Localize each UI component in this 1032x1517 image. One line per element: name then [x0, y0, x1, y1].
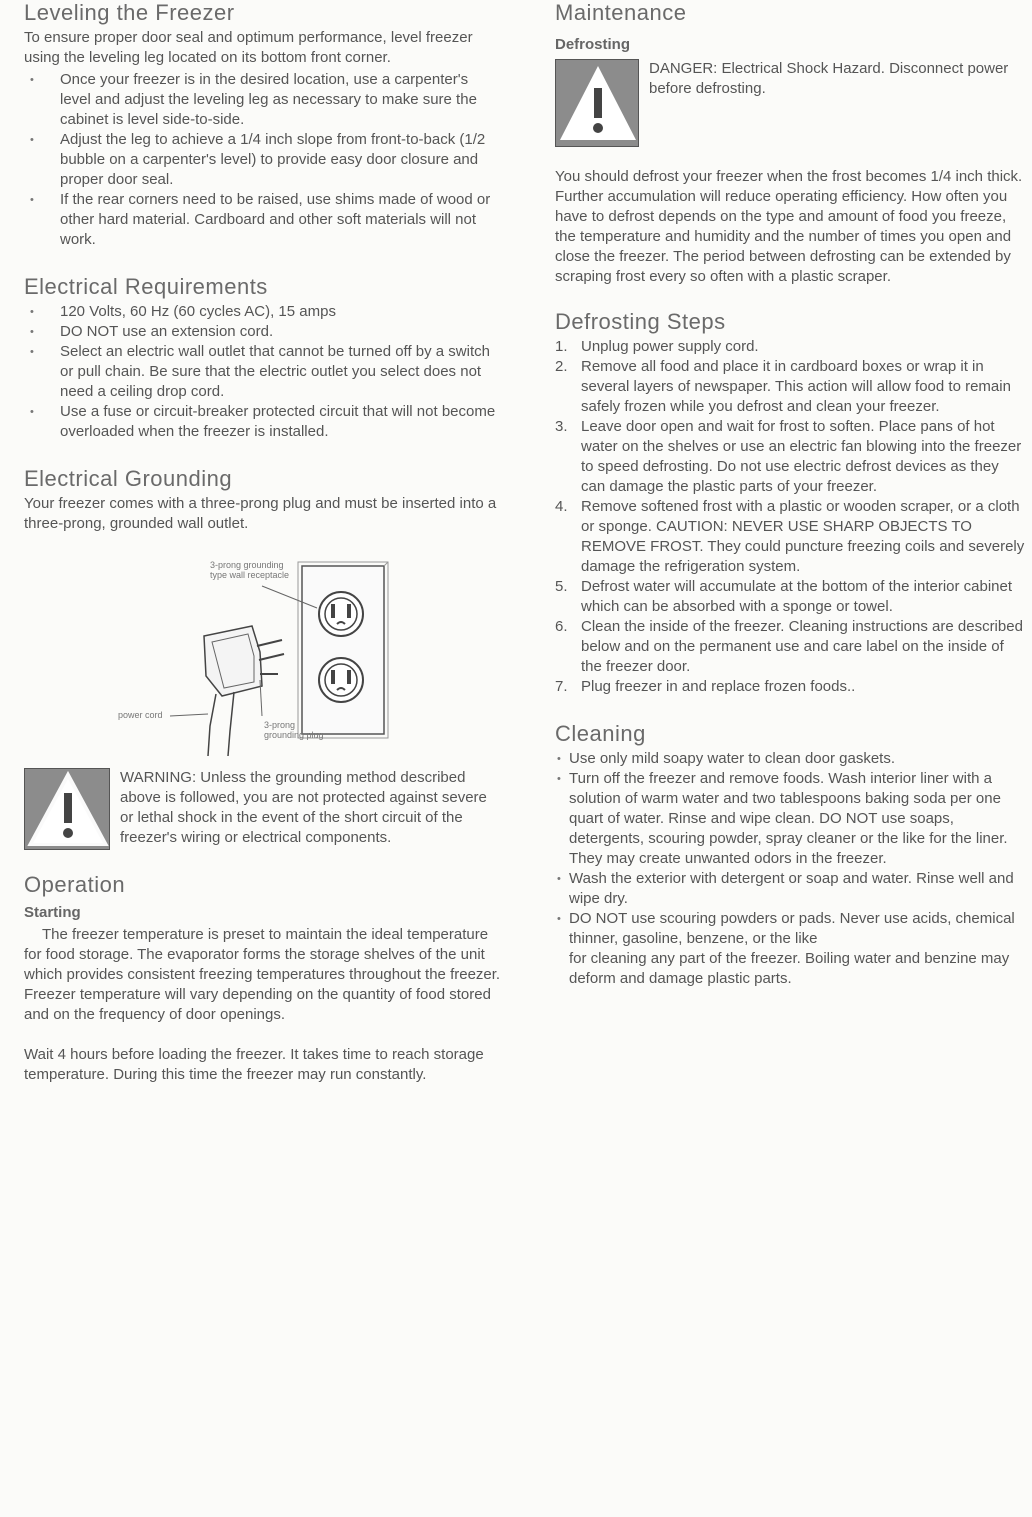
danger-label: DANGER:: [649, 60, 718, 77]
step-text: Defrost water will accumulate at the bottom of the interior cabinet which can be absorbed with a sponge or towel.: [581, 578, 1013, 615]
step-number: 6.: [555, 618, 568, 635]
list-item: [555, 677, 1025, 697]
step-number: 3.: [555, 418, 568, 435]
list-item: • Select an electric wall outlet that cannot be turned off by a switch or pull chain. Be sure that the electric outlet you select does not need a ceiling drop cord.: [24, 342, 502, 402]
warning-box: [24, 768, 502, 850]
step-text: Plug freezer in and replace frozen foods..: [581, 678, 856, 695]
list-item: [555, 497, 1025, 577]
left-column: [24, 0, 502, 1085]
receptacle-label-line1: 3-prong grounding: [210, 560, 284, 570]
list-item: • 120 Volts, 60 Hz (60 cycles AC), 15 amps: [24, 302, 502, 322]
cleaning-trailing: for cleaning any part of the freezer. Boiling water and benzine may deform and damage plastic parts.: [569, 950, 1010, 987]
step-text: Remove softened frost with a plastic or wooden scraper, or a cloth or sponge. CAUTION: NEVER USE SHARP OBJECTS TO REMOVE FROST. They could puncture freezing coils and severely damage the refrigeration system.: [581, 498, 1025, 575]
list-item: • Turn off the freezer and remove foods. Wash interior liner with a solution of warm water and two tablespoons baking soda per one quart of water. Rinse and wipe clean. DO NOT use soaps, detergents, scouring powder, spray cleaner or the like for the liner. They may create unwanted odors in the freezer.: [555, 769, 1025, 869]
cleaning-heading: Cleaning: [555, 721, 646, 746]
grounding-figure: [112, 556, 392, 756]
cleaning-list: [555, 749, 1025, 949]
warning-text: [120, 768, 502, 848]
defrosting-subheading: Defrosting: [555, 36, 630, 53]
list-item: [555, 357, 1025, 417]
warning-icon: [24, 768, 110, 850]
step-number: 1.: [555, 338, 568, 355]
right-column: [555, 0, 1025, 989]
list-item: • Once your freezer is in the desired location, use a carpenter's level and adjust the leveling leg as necessary to make sure the cabinet is level side-to-side.: [24, 70, 502, 130]
operation-heading: Operation: [24, 872, 126, 897]
warning-label: WARNING:: [120, 769, 197, 786]
list-item: • DO NOT use an extension cord.: [24, 322, 502, 342]
step-number: 2.: [555, 358, 568, 375]
warning-body: Unless the grounding method described above is followed, you are not protected against severe or lethal shock in the event of the short circuit of the freezer's wiring or electrical components.: [120, 769, 487, 846]
step-text: Leave door open and wait for frost to soften. Place pans of hot water on the shelves or use an electric fan blowing into the freezer to speed defrosting. Do not use electric defrost devices as they can damage the plastic parts of your freezer.: [581, 418, 1022, 495]
power-cord-label: power cord: [118, 710, 163, 720]
step-text: Remove all food and place it in cardboard boxes or wrap it in several layers of newspaper. This action will allow food to remain safely frozen while you defrost and clean your freezer.: [581, 358, 1011, 415]
list-item: • Use a fuse or circuit-breaker protected circuit that will not become overloaded when the freezer is installed.: [24, 402, 502, 442]
list-item: • Use only mild soapy water to clean door gaskets.: [555, 749, 1025, 769]
step-number: 5.: [555, 578, 568, 595]
list-item: [555, 577, 1025, 617]
plug-label-line1: 3-prong: [264, 720, 296, 730]
starting-subheading: Starting: [24, 904, 81, 921]
grounding-text: Your freezer comes with a three-prong plug and must be inserted into a three-prong, grounded wall outlet.: [24, 495, 497, 532]
step-text: Unplug power supply cord.: [581, 338, 759, 355]
plug-label-line2: grounding plug: [264, 730, 324, 740]
danger-icon: [555, 59, 639, 147]
electrical-requirements-heading: Electrical Requirements: [24, 274, 268, 299]
list-item: • Wash the exterior with detergent or soap and water. Rinse well and wipe dry.: [555, 869, 1025, 909]
defrosting-steps-heading: Defrosting Steps: [555, 309, 726, 334]
danger-box: [555, 59, 1025, 147]
electrical-list: [24, 302, 502, 442]
list-item: [555, 617, 1025, 677]
list-item: • Adjust the leg to achieve a 1/4 inch slope from front-to-back (1/2 bubble on a carpenter's level) to provide easy door closure and proper door seal.: [24, 130, 502, 190]
list-item: • If the rear corners need to be raised, use shims made of wood or other hard material. Cardboard and other soft materials will not work.: [24, 190, 502, 250]
defrosting-para: You should defrost your freezer when the frost becomes 1/4 inch thick. Further accumulation will reduce operating efficiency. How often you have to defrost depends on the type and amount of food you freeze, the temperature and humidity and the number of times you open and close the freezer. The period between defrosting can be extended by scraping frost every so often with a plastic scraper.: [555, 168, 1023, 285]
starting-para-2: Wait 4 hours before loading the freezer. It takes time to reach storage temperature. During this time the freezer may run constantly.: [24, 1046, 484, 1083]
list-item: [555, 417, 1025, 497]
leveling-list: [24, 70, 502, 250]
electrical-grounding-heading: Electrical Grounding: [24, 466, 233, 491]
list-item: • DO NOT use scouring powders or pads. Never use acids, chemical thinner, gasoline, benzene, or the like: [555, 909, 1025, 949]
leveling-intro: To ensure proper door seal and optimum performance, level freezer using the leveling leg located on its bottom front corner.: [24, 29, 473, 66]
receptacle-label-line2: type wall receptacle: [210, 570, 290, 580]
starting-para-1: The freezer temperature is preset to maintain the ideal temperature for food storage. The evaporator forms the storage shelves of the unit which provides consistent freezing temperatures throughout the freezer. Freezer temperature will vary depending on the quantity of food stored and on the frequency of door openings.: [24, 926, 501, 1023]
danger-text: [649, 59, 1025, 99]
step-number: 4.: [555, 498, 568, 515]
plug-outlet-illustration: [112, 556, 392, 756]
step-text: Clean the inside of the freezer. Cleaning instructions are described below and on the permanent use and care label on the inside of the freezer door.: [581, 618, 1023, 675]
step-number: 7.: [555, 678, 568, 695]
leveling-heading: Leveling the Freezer: [24, 0, 235, 25]
defrosting-steps-list: [555, 337, 1025, 697]
list-item: [555, 337, 1025, 357]
danger-body: Electrical Shock Hazard. Disconnect power before defrosting.: [649, 60, 1009, 97]
maintenance-heading: Maintenance: [555, 0, 687, 25]
